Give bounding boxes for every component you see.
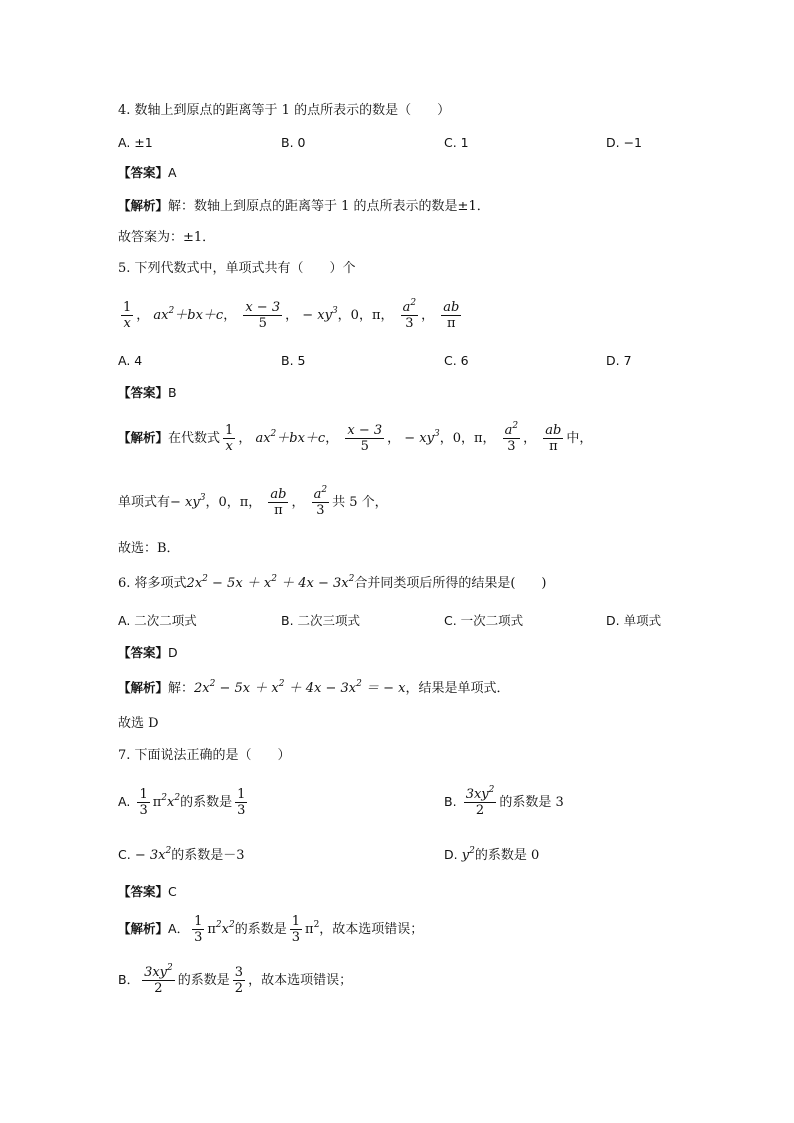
q5-option-b: B. 5 xyxy=(281,353,306,368)
q6-option-a: A. 二次二项式 xyxy=(118,613,197,628)
q5-answer: B xyxy=(168,385,177,400)
q7-answer-row xyxy=(118,882,177,903)
q5-analysis-prefix: 在代数式 xyxy=(168,431,221,446)
q7-analysis-a-label: A． xyxy=(168,921,190,936)
q4-question: 4. 数轴上到原点的距离等于 1 的点所表示的数是（ ） xyxy=(118,103,451,118)
q7-option-d-label: D. xyxy=(444,847,458,862)
q7-analysis-b-label: B． xyxy=(118,972,140,987)
q5-analysis-row: 【解析】在代数式 $\frac{1}{x}$ ， $ax^2+bx+c$， $\frac{x - 3}{5}$ ， − $xy^3$，0，π， $\frac{a^2}{3}$ ， $\frac{ab}{\pi}$ 中， xyxy=(118,421,593,454)
q6-option-d: D. 单项式 xyxy=(606,613,662,628)
q7-analysis-b-end: ，故本选项错误； xyxy=(248,973,353,988)
q6-answer-row xyxy=(118,643,178,664)
answer-tag: 【答案】 xyxy=(118,884,169,899)
analysis-tag: 【解析】 xyxy=(118,680,169,695)
q5-answer-row xyxy=(118,383,177,404)
q7-analysis-b-mid: 的系数是 xyxy=(177,973,230,988)
q4-option-b: B. 0 xyxy=(281,135,306,150)
q6-option-b: B. 二次三项式 xyxy=(281,613,361,628)
fraction: $\frac{a^2}{3}$ xyxy=(504,421,519,454)
q5-question: 5. 下列代数式中，单项式共有（ ）个 xyxy=(118,261,356,276)
fraction: $\frac{ab}{\pi}$ xyxy=(443,300,460,331)
q6-analysis-suffix: ，结果是单项式． xyxy=(405,681,510,696)
q7-analysis-a-end: ，故本选项错误； xyxy=(319,922,424,937)
q4-analysis: 解：数轴上到原点的距离等于 1 的点所表示的数是±1． xyxy=(168,199,490,214)
q4-answer: A xyxy=(168,165,177,180)
fraction: $\frac{a^2}{3}$ xyxy=(402,298,417,331)
q7-option-a: A. $\frac{1}{3}$ $\pi^2x^2$的系数是 $\frac{1}{3}$ xyxy=(118,787,246,818)
q7-analysis-a-row: 【解析】A． $\frac{1}{3}$ $\pi^2x^2$的系数是 $\frac{1}{3}$ $\pi^2$，故本选项错误； xyxy=(118,914,424,945)
q4-analysis-row xyxy=(118,196,490,217)
q7-option-c: C. − $3x^2$的系数是－3 xyxy=(118,846,245,863)
q7-answer: C xyxy=(168,884,177,899)
q4-option-a: A. ±1 xyxy=(118,135,153,150)
fraction: $\frac{x - 3}{5}$ xyxy=(347,423,383,454)
q7-option-a-label: A. xyxy=(118,794,131,809)
q5-conclusion: 故选：B． xyxy=(118,541,180,556)
answer-tag: 【答案】 xyxy=(118,385,169,400)
q4-answer-row xyxy=(118,163,177,184)
answer-tag: 【答案】 xyxy=(118,645,169,660)
q7-option-d: D. $y^2$的系数是 0 xyxy=(444,846,540,863)
answer-tag: 【答案】 xyxy=(118,165,169,180)
q6-option-c: C. 一次二项式 xyxy=(444,613,524,628)
q4-option-c: C. 1 xyxy=(444,135,469,150)
q7-option-a-text: 的系数是 xyxy=(180,795,233,810)
q7-option-b-label: B. xyxy=(444,794,457,809)
q5-monomial-suffix: 共 5 个， xyxy=(332,495,388,510)
fraction: $\frac{ab}{\pi}$ xyxy=(270,487,287,518)
q6-conclusion: 故选 D xyxy=(118,716,159,731)
q5-expressions: $\frac{1}{x}$ ， $ax^2+bx+c$， $\frac{x - 3}{5}$ ， − $xy^3$，0，π， $\frac{a^2}{3}$ ， $\frac{ab}{\pi}$ xyxy=(123,298,460,331)
q4-conclusion: 故答案为：±1． xyxy=(118,230,216,245)
q5-option-d: D. 7 xyxy=(606,353,632,368)
fraction: $\frac{1}{3}$ xyxy=(139,787,148,818)
fraction: $\frac{ab}{\pi}$ xyxy=(545,423,562,454)
fraction: $\frac{1}{3}$ xyxy=(291,914,301,945)
q7-option-c-text: 的系数是－3 xyxy=(171,848,245,863)
q7-analysis-b-row xyxy=(118,962,352,999)
fraction: $\frac{1}{3}$ xyxy=(194,914,203,945)
q4-option-d: D. −1 xyxy=(606,135,642,150)
q6-question-row: 6. 将多项式$2x^2 - 5x + x^2 + 4x - 3x^2$合并同类项后所得的结果是( ) xyxy=(118,574,547,591)
q7-option-d-text: 的系数是 0 xyxy=(474,848,540,863)
q6-answer: D xyxy=(168,645,178,660)
fraction: $\frac{1}{x}$ xyxy=(225,423,234,454)
q6-analysis-prefix: 解： xyxy=(168,681,195,696)
q5-monomial-row: 单项式有− $xy^3$，0，π， $\frac{ab}{\pi}$ ， $\frac{a^2}{3}$ 共 5 个， xyxy=(118,485,388,518)
analysis-tag: 【解析】 xyxy=(118,430,169,445)
fraction: $\frac{3}{2}$ xyxy=(234,965,244,996)
fraction: $\frac{x - 3}{5}$ xyxy=(245,300,281,331)
q7-option-c-label: C. xyxy=(118,847,131,862)
fraction: $\frac{a^2}{3}$ xyxy=(313,485,328,518)
q6-question-suffix: 合并同类项后所得的结果是( ) xyxy=(354,576,547,591)
q6-question-prefix: 6. 将多项式 xyxy=(118,576,187,591)
q7-option-b-text: 的系数是 3 xyxy=(499,795,564,810)
q5-option-a: A. 4 xyxy=(118,353,143,368)
fraction: $\frac{1}{x}$ xyxy=(123,300,132,331)
q6-analysis-row: 【解析】解：$2x^2 - 5x + x^2 + 4x - 3x^2$ ＝ − x，结果是单项式． xyxy=(118,679,510,696)
q7-analysis-a-mid: 的系数是 xyxy=(234,922,287,937)
fraction: $\frac{3xy^2}{2}$ xyxy=(144,963,173,996)
analysis-tag: 【解析】 xyxy=(118,198,169,213)
fraction: $\frac{3xy^2}{2}$ xyxy=(465,785,495,818)
fraction: $\frac{1}{3}$ xyxy=(237,787,246,818)
q7-option-b xyxy=(444,784,564,821)
q7-question: 7. 下面说法正确的是（ ） xyxy=(118,748,291,763)
analysis-tag: 【解析】 xyxy=(118,921,169,936)
q5-monomial-prefix: 单项式有 xyxy=(118,495,171,510)
q5-analysis-suffix: 中， xyxy=(566,431,593,446)
q5-option-c: C. 6 xyxy=(444,353,469,368)
